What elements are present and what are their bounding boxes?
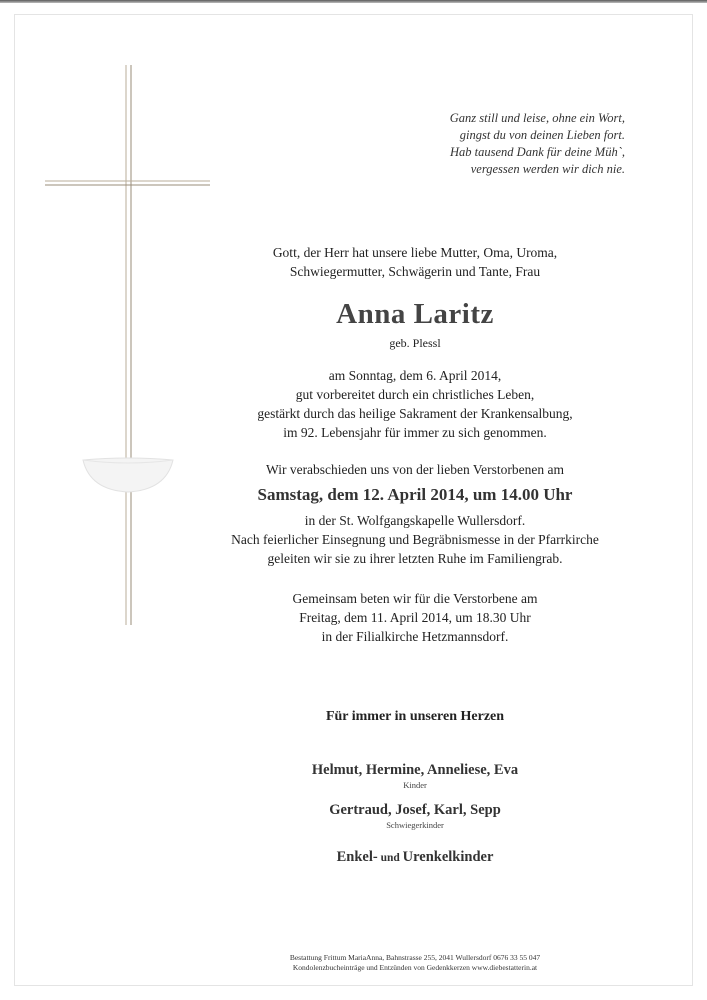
farewell-text: Wir verabschieden uns von der lieben Verstorbenen am xyxy=(266,462,564,477)
death-line: gut vorbereitet durch ein christliches Leben, xyxy=(295,387,535,402)
family-names-part: Enkel- xyxy=(336,849,378,865)
intro-line: Schwiegermutter, Schwägerin und Tante, Frau xyxy=(289,264,541,279)
family-group-grandchildren xyxy=(180,848,650,868)
family-names: Helmut, Hermine, Anneliese, Eva xyxy=(311,762,519,778)
death-notice xyxy=(180,366,650,442)
family-names-conjunction: und xyxy=(377,852,403,864)
family-names: Gertraud, Josef, Karl, Sepp xyxy=(329,802,501,818)
prayer-line: Freitag, dem 11. April 2014, um 18.30 Uhr xyxy=(299,610,531,625)
death-line: im 92. Lebensjahr für immer zu sich genommen. xyxy=(283,425,547,440)
poem-line: Hab tausend Dank für deine Müh`, xyxy=(450,145,625,159)
prayer-line: Gemeinsam beten wir für die Verstorbene am xyxy=(292,591,538,606)
ceremony-line: Nach feierlicher Einsegnung und Begräbnismesse in der Pfarrkirche xyxy=(231,532,599,547)
funeral-home-footer xyxy=(180,953,650,973)
poem-line: Ganz still und leise, ohne ein Wort, xyxy=(449,111,625,125)
family-names xyxy=(180,848,650,868)
maiden-name: geb. Plessl xyxy=(389,336,441,350)
prayer-text xyxy=(180,589,650,646)
intro-line: Gott, der Herr hat unsere liebe Mutter, Oma, Uroma, xyxy=(272,245,558,260)
poem-line: vergessen werden wir dich nie. xyxy=(470,162,625,176)
death-line: am Sonntag, dem 6. April 2014, xyxy=(328,368,502,383)
deceased-name: Anna Laritz xyxy=(336,298,494,330)
footer-line: Bestattung Frittum MariaAnna, Bahnstrasse 255, 2041 Wullersdorf 0676 33 55 047 xyxy=(289,953,541,962)
motto: Für immer in unseren Herzen xyxy=(325,709,505,724)
family-names-part: Urenkelkinder xyxy=(402,849,494,865)
memorial-poem xyxy=(305,110,625,178)
poem-line: gingst du von deinen Lieben fort. xyxy=(459,128,625,142)
funeral-date: Samstag, dem 12. April 2014, um 14.00 Uhr xyxy=(257,485,573,504)
family-group-in-laws xyxy=(180,801,650,831)
intro-text xyxy=(180,243,650,281)
ceremony-line: geleiten wir sie zu ihrer letzten Ruhe im Familiengrab. xyxy=(267,551,563,566)
prayer-line: in der Filialkirche Hetzmannsdorf. xyxy=(321,629,509,644)
family-group-children xyxy=(180,761,650,791)
family-role: Schwiegerkinder xyxy=(386,820,444,830)
footer-line: Kondolenzbucheinträge und Entzünden von Gedenkkerzen www.diebestatterin.at xyxy=(292,963,538,972)
death-line: gestärkt durch das heilige Sakrament der Krankensalbung, xyxy=(257,406,573,421)
top-edge-line xyxy=(0,0,707,3)
family-role: Kinder xyxy=(403,780,427,790)
bowl-icon xyxy=(78,448,178,498)
ceremony-line: in der St. Wolfgangskapelle Wullersdorf. xyxy=(304,513,526,528)
ceremony-text xyxy=(180,511,650,568)
